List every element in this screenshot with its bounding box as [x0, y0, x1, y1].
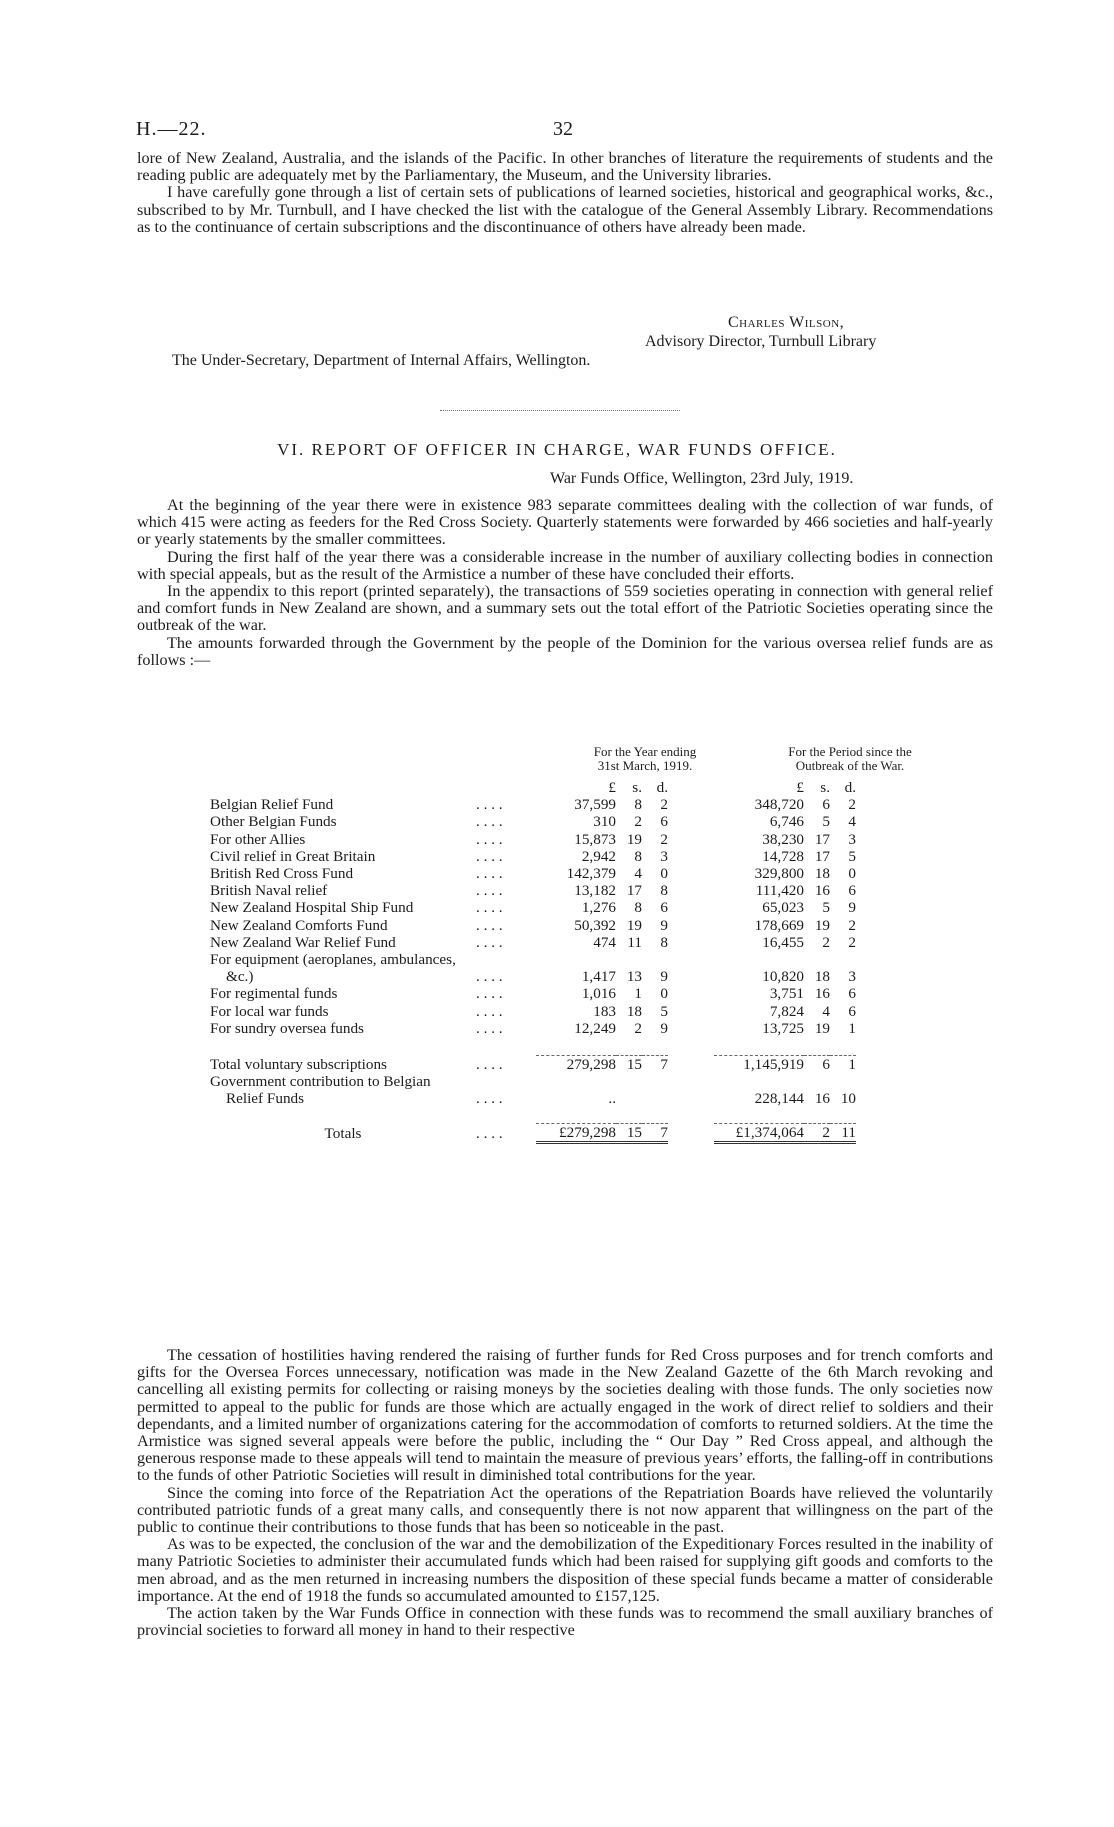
page-number: 32 — [553, 118, 573, 140]
amount-period-shillings: 17 — [814, 830, 830, 848]
amount-year-pounds: .. — [608, 1089, 616, 1107]
amount-period-pounds: 65,023 — [762, 899, 804, 917]
table-row — [210, 951, 856, 968]
amount-period-pence: 1 — [848, 1019, 856, 1037]
amount-year-pounds: 2,942 — [581, 847, 616, 865]
leader-dots: . . . . — [476, 1089, 503, 1107]
amount-period-shillings: 16 — [814, 985, 830, 1003]
report-paragraph: During the first half of the year there was a considerable increase in the number of auxiliary collecting bodies in connection with special appeals, but as the result of the Armistice a number of these have concluded their efforts. — [137, 547, 993, 583]
amount-year-shillings: 13 — [626, 968, 642, 986]
leader-dots — [476, 1073, 536, 1090]
closing-section — [137, 1347, 993, 1639]
column-gap — [668, 848, 714, 865]
totals-row — [210, 1123, 856, 1142]
column-gap — [668, 1020, 714, 1037]
amount-period-pounds — [714, 951, 804, 968]
column-gap — [668, 1055, 714, 1073]
amount-year-pence: 8 — [660, 933, 668, 951]
leader-dots: . . . . — [476, 847, 503, 865]
amount-year-pence — [642, 951, 668, 968]
amount-period-shillings: 19 — [814, 916, 830, 934]
table-row — [210, 831, 856, 848]
amount-period-pounds: 38,230 — [762, 830, 804, 848]
closing-paragraph: As was to be expected, the conclusion of the war and the demobilization of the Expeditionary Forces resulted in the inability of many Patriotic Societies to administer their accumulated funds which had been raised for supplying gift goods and comforts to the men abroad, and as the men returned in increasing numbers the disposition of these special funds became a matter of considerable importance. At the end of 1918 the funds so accumulated amounted to £157,125. — [137, 1535, 993, 1605]
amount-year-shillings: 15 — [616, 1055, 642, 1073]
amount-period-pence: 6 — [848, 985, 856, 1003]
amount-period-pounds: 16,455 — [762, 933, 804, 951]
government-row — [210, 1073, 856, 1090]
spacer-row — [210, 1037, 856, 1055]
row-label: New Zealand Hospital Ship Fund — [210, 899, 414, 917]
leader-dots: . . . . — [476, 968, 503, 986]
amount-period-pounds: £1,374,064 — [714, 1123, 804, 1142]
amount-period-pounds: 178,669 — [754, 916, 804, 934]
row-label: For sundry oversea funds — [210, 1019, 364, 1037]
table-row — [210, 917, 856, 934]
amount-year-shillings: 8 — [634, 796, 642, 814]
amount-year-pence: 2 — [660, 796, 668, 814]
row-label: British Naval relief — [210, 882, 328, 900]
column-gap — [668, 951, 714, 968]
leader-dots: . . . . — [476, 916, 503, 934]
amount-year-pounds: 279,298 — [536, 1055, 616, 1073]
column-gap — [668, 985, 714, 1002]
table-row — [210, 1020, 856, 1037]
column-gap — [668, 1090, 714, 1107]
amount-year-pounds: 142,379 — [566, 865, 616, 883]
amount-year-pence — [642, 1090, 668, 1107]
row-label: For regimental funds — [210, 985, 338, 1003]
amount-year-pounds — [536, 1073, 616, 1090]
amount-year-shillings — [616, 1073, 642, 1090]
amount-period-pounds: £ — [796, 779, 804, 796]
closing-paragraph: The action taken by the War Funds Office in connection with these funds was to recommend the small auxiliary branches of provincial societies to forward all money in hand to their respective — [137, 1604, 993, 1640]
leader-dots: . . . . — [476, 985, 503, 1003]
amount-period-pounds: 329,800 — [754, 865, 804, 883]
amount-year-pounds: 37,599 — [574, 796, 616, 814]
table-row — [210, 813, 856, 830]
amount-year-pence: 6 — [660, 813, 668, 831]
amount-period-pounds: 111,420 — [755, 882, 804, 900]
amount-period-pence: d. — [844, 779, 856, 796]
row-label: New Zealand Comforts Fund — [210, 916, 388, 934]
table-row — [210, 865, 856, 882]
government-row — [210, 1090, 856, 1107]
dateline: War Funds Office, Wellington, 23rd July, 1919. — [550, 470, 854, 487]
intro-paragraph: lore of New Zealand, Australia, and the islands of the Pacific. In other branches of literature the requirements of students and the reading public are adequately met by the Parliamentary, the Museum, and the University libraries. — [137, 149, 993, 185]
amount-year-shillings: 19 — [626, 916, 642, 934]
amount-period-shillings: 17 — [814, 847, 830, 865]
amount-period-pounds: 13,725 — [762, 1019, 804, 1037]
report-paragraph: In the appendix to this report (printed separately), the transactions of 559 societies operating in connection with general relief and comfort funds in New Zealand are shown, and a summary sets out the total effort of the Patriotic Societies operating since the outbreak of the war. — [137, 582, 993, 635]
amount-year-pounds: 12,249 — [574, 1019, 616, 1037]
intro-paragraph: I have carefully gone through a list of certain sets of publications of learned societies, historical and geographical works, &c., subscribed to by Mr. Turnbull, and I have checked the list with the catalogue of the General Assembly Library. Recommendations as to the continuance of certain subscriptions and the discontinuance of others have already been made. — [137, 183, 993, 236]
amount-period-shillings — [804, 951, 830, 968]
report-body — [137, 497, 993, 669]
amount-period-pounds: 10,820 — [762, 968, 804, 986]
amount-period-shillings: 2 — [804, 1123, 830, 1142]
row-label: For equipment (aeroplanes, ambulances, — [210, 951, 456, 969]
total-voluntary-row — [210, 1055, 856, 1073]
amount-period-pence: 2 — [848, 796, 856, 814]
amount-period-pence: 6 — [848, 1002, 856, 1020]
column-gap — [668, 917, 714, 934]
amount-period-pence: 5 — [848, 847, 856, 865]
amount-year-pounds: 15,873 — [574, 830, 616, 848]
amount-period-shillings: 6 — [804, 1055, 830, 1073]
row-label — [210, 779, 476, 796]
amount-period-shillings: 6 — [822, 796, 830, 814]
closing-paragraph: The cessation of hostilities having rendered the raising of further funds for Red Cross purposes and for trench comforts and gifts for the Oversea Forces unnecessary, notification was made in the New Zealand Gazette of the 6th March revoking and cancelling all existing permits for collecting or raising moneys by the societies dealing with those funds. The only societies now permitted to appeal to the public for funds are those which are actually engaged in the work of direct relief to soldiers and their dependants, and a limited number of organizations catering for the accommodation of comforts to returned soldiers. At the time the Armistice was signed several appeals were before the public, including the “ Our Day ” Red Cross appeal, and although the generous response made to these appeals will tend to maintain the measure of previous years’ efforts, the falling-off in contributions to the funds of other Patriotic Societies will result in diminished total contributions for the year. — [137, 1346, 993, 1485]
amount-year-pence: 8 — [660, 882, 668, 900]
amount-period-pence: 0 — [848, 865, 856, 883]
amount-year-pence: 9 — [660, 968, 668, 986]
amount-period-pounds: 7,824 — [769, 1002, 804, 1020]
spacer-row — [210, 1107, 856, 1123]
amount-year-pence: 6 — [660, 899, 668, 917]
row-label: British Red Cross Fund — [210, 865, 354, 883]
amount-year-pounds: £ — [608, 779, 616, 796]
amount-period-pence: 1 — [830, 1055, 856, 1073]
amount-year-shillings: 4 — [634, 865, 642, 883]
amount-period-pence: 2 — [848, 933, 856, 951]
amount-period-pence: 3 — [848, 968, 856, 986]
report-paragraph: At the beginning of the year there were in existence 983 separate committees dealing with the collection of war funds, of which 415 were acting as feeders for the Red Cross Society. Quarterly statements were forwarded by 466 societies and half-yearly or yearly statements by the smaller committees. — [137, 496, 993, 549]
column-gap — [668, 1003, 714, 1020]
col-period-header: For the Period since the Outbreak of the War. — [788, 744, 912, 773]
column-gap — [668, 831, 714, 848]
leader-dots: . . . . — [476, 933, 503, 951]
amount-period-shillings: 5 — [822, 813, 830, 831]
amount-period-shillings: s. — [820, 779, 830, 796]
amount-year-shillings: 19 — [626, 830, 642, 848]
amount-year-shillings: 15 — [616, 1123, 642, 1142]
table-row — [210, 796, 856, 813]
amount-period-shillings — [804, 1073, 830, 1090]
column-gap — [668, 882, 714, 899]
leader-dots — [476, 951, 536, 968]
amount-year-pence: 7 — [642, 1055, 668, 1073]
table-row — [210, 934, 856, 951]
amount-period-shillings: 2 — [822, 933, 830, 951]
amount-period-pence: 10 — [840, 1089, 856, 1107]
amount-period-pence: 9 — [848, 899, 856, 917]
amount-year-shillings: s. — [632, 779, 642, 796]
amount-year-pence: 9 — [660, 1019, 668, 1037]
row-label: Other Belgian Funds — [210, 813, 337, 831]
amount-year-pounds: 1,016 — [581, 985, 616, 1003]
intro-section — [137, 150, 993, 236]
amount-year-pence: 5 — [660, 1002, 668, 1020]
leader-dots: . . . . — [476, 882, 503, 900]
column-gap — [668, 1073, 714, 1090]
amount-year-pence: 7 — [642, 1123, 668, 1142]
leader-dots: . . . . — [476, 865, 503, 883]
row-label: Total voluntary subscriptions — [210, 1055, 387, 1073]
column-gap — [668, 934, 714, 951]
amount-period-shillings: 4 — [822, 1002, 830, 1020]
amount-period-shillings: 16 — [814, 1089, 830, 1107]
row-label: Totals — [324, 1125, 362, 1143]
amount-period-shillings: 5 — [822, 899, 830, 917]
amount-year-pounds — [536, 951, 616, 968]
leader-dots: . . . . — [476, 899, 503, 917]
row-label: Belgian Relief Fund — [210, 796, 334, 814]
amount-year-pence: d. — [656, 779, 668, 796]
amount-year-shillings: 8 — [634, 847, 642, 865]
row-label: Civil relief in Great Britain — [210, 847, 376, 865]
addressee: The Under-Secretary, Department of Internal Affairs, Wellington. — [172, 352, 591, 369]
amount-year-pounds: 50,392 — [574, 916, 616, 934]
amount-year-shillings: 2 — [634, 813, 642, 831]
amount-year-shillings — [616, 951, 642, 968]
report-paragraph: The amounts forwarded through the Government by the people of the Dominion for the various oversea relief funds are as follows :— — [137, 633, 993, 669]
column-gap — [668, 968, 714, 985]
column-gap — [668, 813, 714, 830]
row-label: For local war funds — [210, 1002, 329, 1020]
amount-period-shillings: 18 — [814, 968, 830, 986]
leader-dots: . . . . — [476, 1055, 503, 1073]
column-gap — [668, 899, 714, 916]
amount-period-shillings: 16 — [814, 882, 830, 900]
amount-year-pence: 0 — [660, 985, 668, 1003]
column-gap — [668, 1123, 714, 1142]
leader-dots — [476, 779, 536, 796]
amount-period-pence: 11 — [830, 1123, 856, 1142]
amount-year-shillings: 11 — [627, 933, 642, 951]
amount-period-pence: 2 — [848, 916, 856, 934]
amount-period-pence: 3 — [848, 830, 856, 848]
amount-year-shillings: 1 — [634, 985, 642, 1003]
amount-period-pence — [830, 1073, 856, 1090]
leader-dots: . . . . — [476, 813, 503, 831]
row-label: Relief Funds — [226, 1089, 305, 1107]
amount-period-pence: 6 — [848, 882, 856, 900]
section-divider — [440, 410, 680, 411]
column-gap — [668, 796, 714, 813]
amount-period-pounds: 14,728 — [762, 847, 804, 865]
amount-year-shillings — [616, 1090, 642, 1107]
amount-year-shillings: 8 — [634, 899, 642, 917]
amount-year-pounds: 1,276 — [581, 899, 616, 917]
table-row — [210, 882, 856, 899]
amount-year-pounds: 183 — [593, 1002, 616, 1020]
table-row — [210, 985, 856, 1002]
column-gap — [668, 865, 714, 882]
amount-year-pounds: £279,298 — [536, 1123, 616, 1142]
signature-title: Advisory Director, Turnbull Library — [645, 333, 877, 350]
funds-table — [210, 779, 856, 1144]
column-gap — [668, 779, 714, 796]
leader-dots: . . . . — [476, 830, 503, 848]
amount-year-shillings: 2 — [634, 1019, 642, 1037]
amount-period-shillings: 18 — [814, 865, 830, 883]
row-label: Government contribution to Belgian — [210, 1072, 431, 1090]
row-label: New Zealand War Relief Fund — [210, 933, 396, 951]
leader-dots: . . . . — [476, 796, 503, 814]
amount-year-pounds: 1,417 — [581, 968, 616, 986]
row-label: For other Allies — [210, 830, 306, 848]
amount-period-pounds: 6,746 — [769, 813, 804, 831]
amount-period-pence: 4 — [848, 813, 856, 831]
signature-name: Charles Wilson, — [728, 314, 845, 331]
amount-year-pence: 9 — [660, 916, 668, 934]
closing-paragraph: Since the coming into force of the Repatriation Act the operations of the Repatriation Boards have relieved the voluntarily contributed patriotic funds of a great many calls, and consequently there is not now apparent that willingness on the part of the public to continue their contributions to those funds that has been so noticeable in the past. — [137, 1483, 993, 1537]
amount-period-pounds: 1,145,919 — [714, 1055, 804, 1073]
leader-dots: . . . . — [476, 1002, 503, 1020]
row-label: &c.) — [226, 968, 254, 986]
amount-period-pounds — [714, 1073, 804, 1090]
amount-period-pence — [830, 951, 856, 968]
amount-period-pounds: 3,751 — [769, 985, 804, 1003]
table-row — [210, 968, 856, 985]
col-year-header: For the Year ending 31st March, 1919. — [593, 744, 697, 773]
amount-year-pence: 2 — [660, 830, 668, 848]
table-row — [210, 848, 856, 865]
leader-dots: . . . . — [476, 1125, 503, 1143]
amount-year-pence: 0 — [660, 865, 668, 883]
table-row — [210, 1003, 856, 1020]
document-reference: H.—22. — [136, 118, 207, 140]
section-heading: VI. REPORT OF OFFICER IN CHARGE, WAR FUNDS OFFICE. — [277, 440, 837, 459]
amount-year-shillings: 18 — [626, 1002, 642, 1020]
amount-period-pounds: 348,720 — [754, 796, 804, 814]
amount-year-shillings: 17 — [626, 882, 642, 900]
table-row — [210, 899, 856, 916]
amount-period-shillings: 19 — [814, 1019, 830, 1037]
leader-dots: . . . . — [476, 1019, 503, 1037]
amount-year-pence: 3 — [660, 847, 668, 865]
amount-year-pounds: 474 — [593, 933, 616, 951]
amount-year-pence — [642, 1073, 668, 1090]
units-row — [210, 779, 856, 796]
amount-period-pounds: 228,144 — [754, 1089, 804, 1107]
amount-year-pounds: 13,182 — [574, 882, 616, 900]
amount-year-pounds: 310 — [593, 813, 616, 831]
